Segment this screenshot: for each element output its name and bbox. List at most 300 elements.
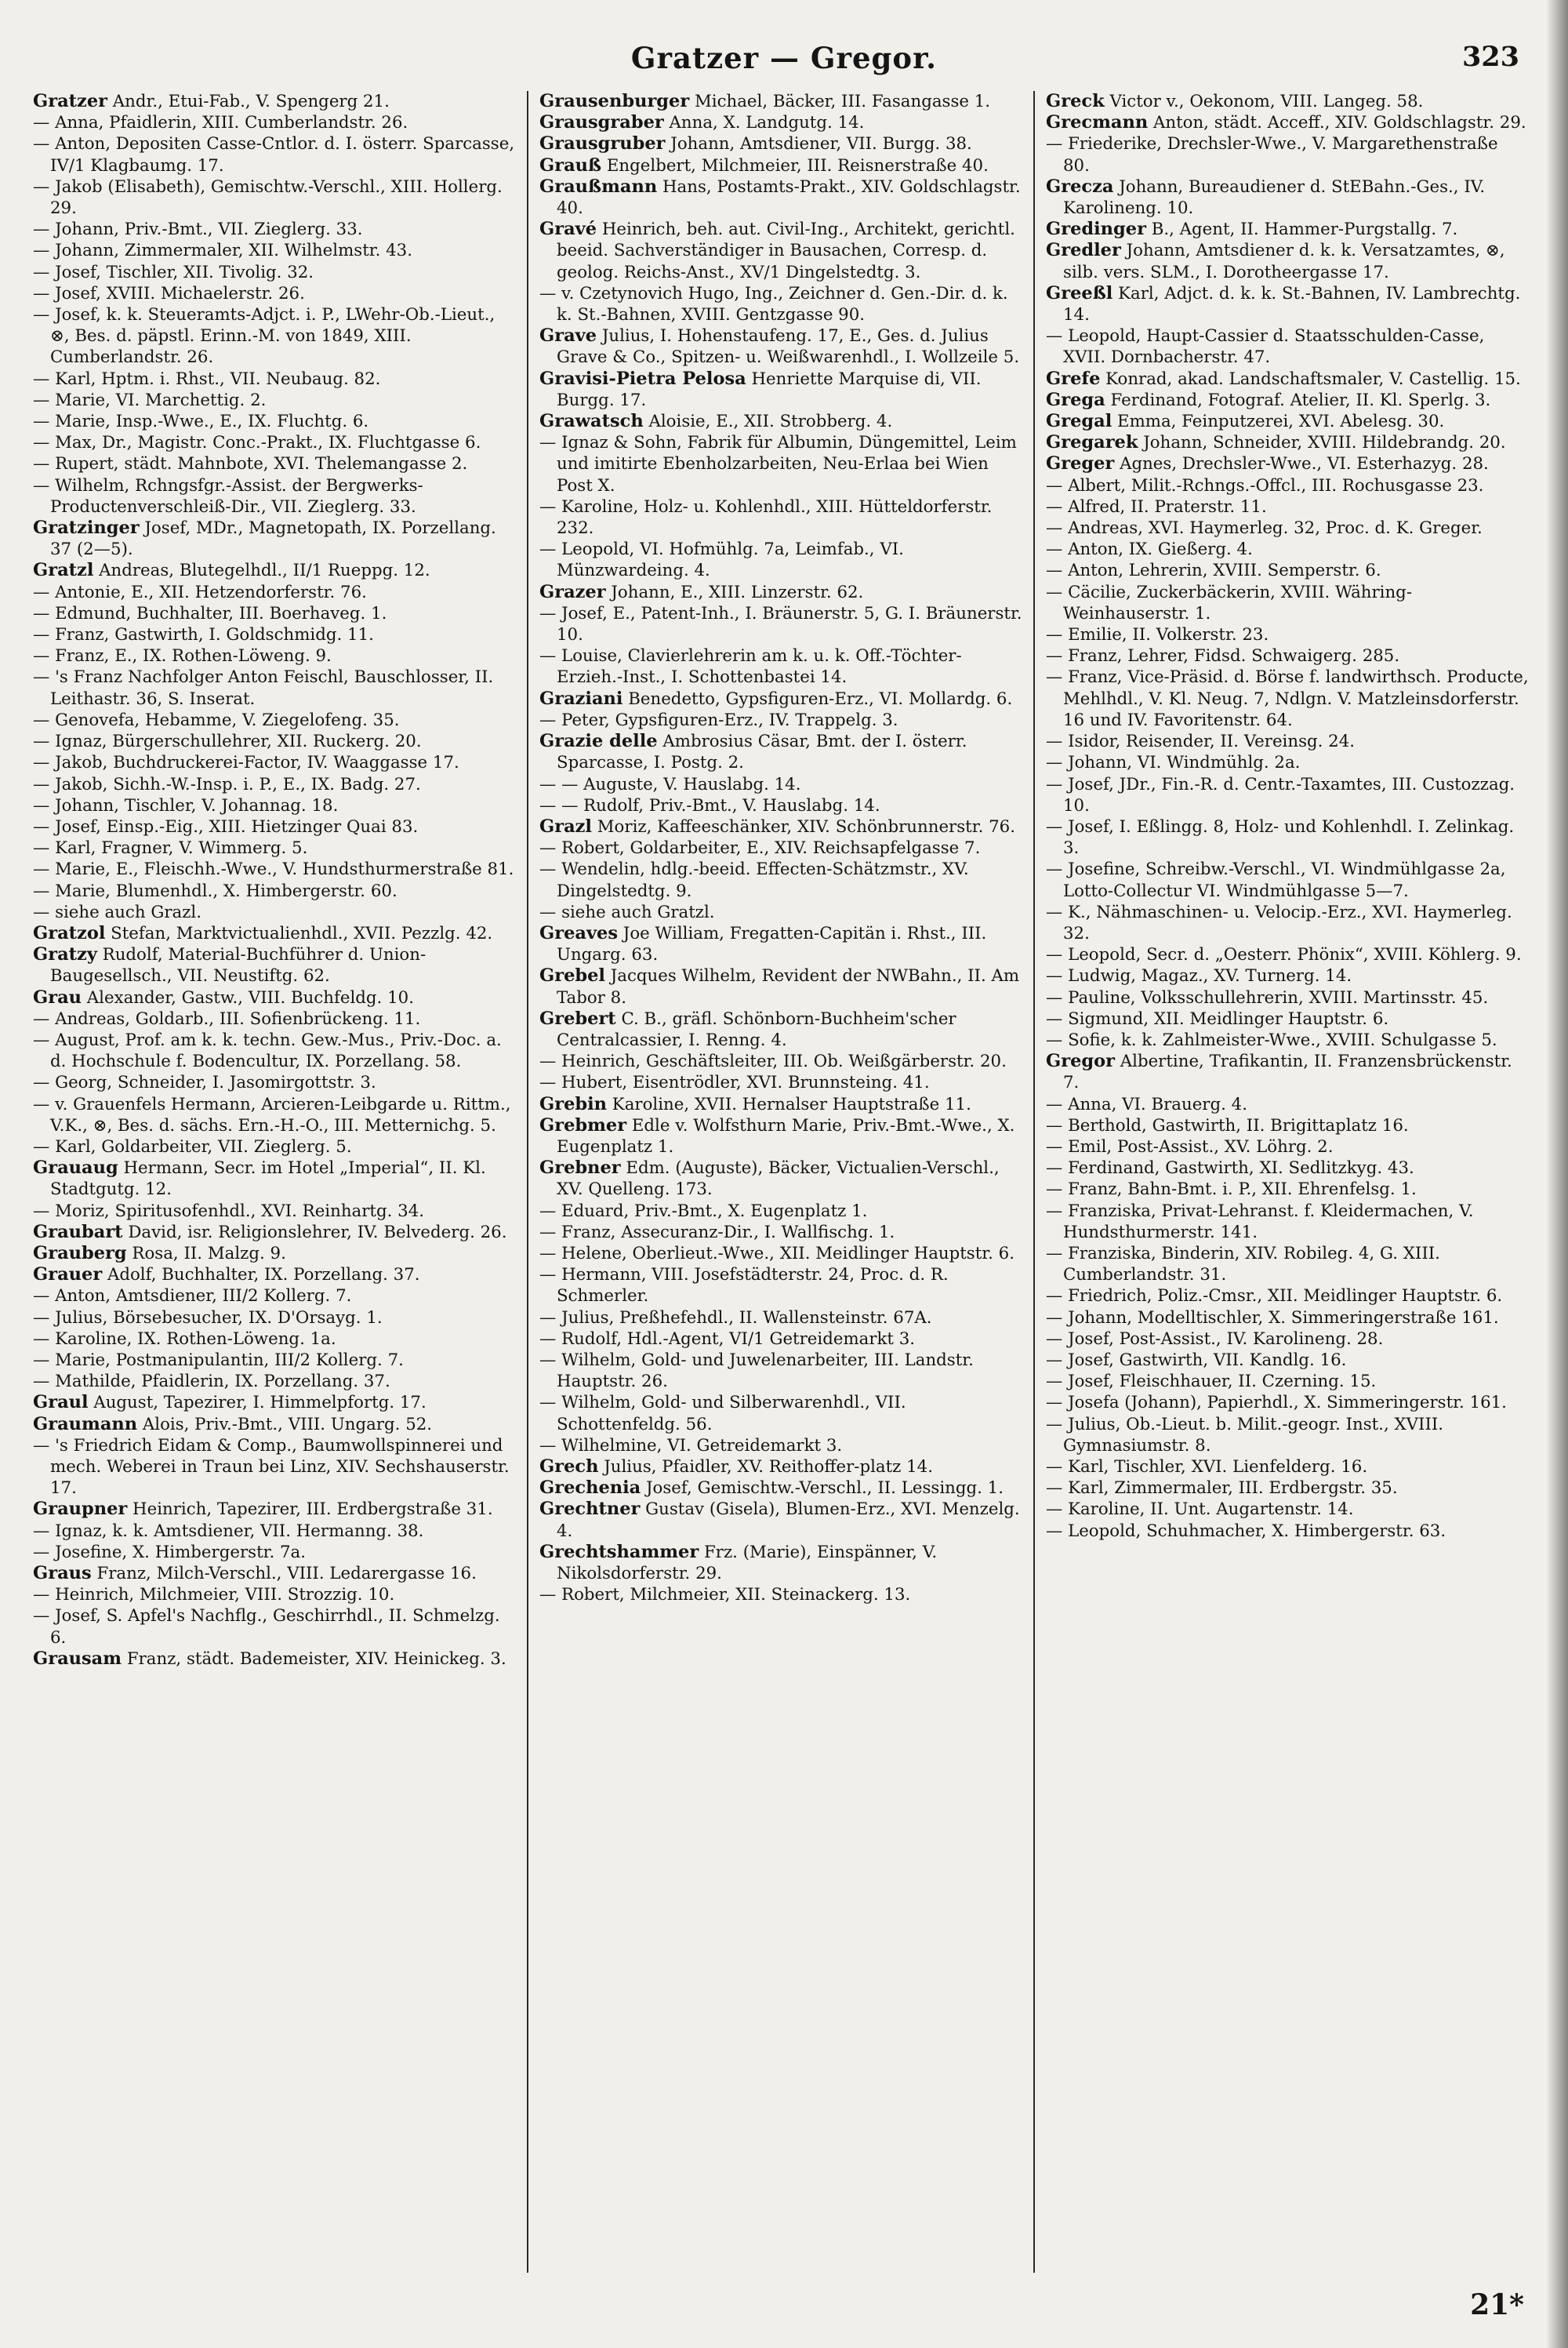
directory-entry bbox=[33, 1158, 516, 1200]
entry-text: — Anton, Amtsdiener, III/2 Kollerg. 7. bbox=[33, 1286, 352, 1307]
directory-entry bbox=[33, 645, 516, 667]
directory-entry bbox=[539, 1542, 1022, 1584]
entry-text: Frz. (Marie), Einspänner, V. Nikolsdorferstr. 29. bbox=[557, 1542, 938, 1584]
entry-surname: Greaves bbox=[539, 922, 619, 943]
directory-entry bbox=[33, 1499, 516, 1520]
directory-entry bbox=[539, 112, 1022, 133]
directory-entry bbox=[539, 1307, 1022, 1328]
entry-surname: Grechtner bbox=[539, 1499, 641, 1520]
entry-text: — Franziska, Binderin, XIV. Robileg. 4, G. XIII. Cumberlandstr. 31. bbox=[1046, 1243, 1440, 1285]
directory-entry bbox=[1046, 624, 1529, 645]
directory-entry bbox=[33, 518, 516, 560]
directory-entry bbox=[33, 838, 516, 859]
directory-entry bbox=[1046, 325, 1529, 368]
entry-text: — Moriz, Spiritusofenhdl., XVI. Reinhartg. 34. bbox=[33, 1201, 425, 1221]
directory-entry bbox=[1046, 774, 1529, 816]
directory-entry bbox=[539, 965, 1022, 1008]
entry-surname: Graubart bbox=[33, 1221, 123, 1242]
directory-entry bbox=[33, 944, 516, 987]
entry-text: — Helene, Oberlieut.-Wwe., XII. Meidlinger Hauptstr. 6. bbox=[539, 1243, 1014, 1263]
directory-entry bbox=[33, 774, 516, 795]
entry-text: Andr., Etui-Fab., V. Spengerg 21. bbox=[107, 92, 390, 111]
entry-text: — siehe auch Grazl. bbox=[33, 902, 202, 922]
entry-text: Albertine, Trafikantin, II. Franzensbrückenstr. 7. bbox=[1063, 1052, 1512, 1093]
directory-entry bbox=[33, 881, 516, 902]
directory-entry bbox=[33, 795, 516, 816]
entry-text: — Josef, Fleischhauer, II. Czerning. 15. bbox=[1046, 1372, 1377, 1392]
entry-text: — Josefa (Johann), Papierhdl., X. Simmeringerstr. 161. bbox=[1046, 1393, 1507, 1413]
entry-text: Ambrosius Cäsar, Bmt. der I. österr. Sparcasse, I. Postg. 2. bbox=[557, 732, 967, 773]
entry-text: Agnes, Drechsler-Wwe., VI. Esterhazyg. 28. bbox=[1114, 454, 1489, 474]
entry-text: — Peter, Gypsfiguren-Erz., IV. Trappelg. 3. bbox=[539, 710, 898, 730]
entry-text: B., Agent, II. Hammer-Purgstallg. 7. bbox=[1145, 220, 1458, 240]
entry-surname: Grauaug bbox=[33, 1158, 118, 1179]
entry-surname: Graul bbox=[33, 1392, 89, 1413]
directory-entry bbox=[33, 1414, 516, 1435]
directory-entry bbox=[1046, 390, 1529, 411]
entry-text: — Heinrich, Geschäftsleiter, III. Ob. Weißgärberstr. 20. bbox=[539, 1052, 1007, 1072]
entry-text: Alexander, Gastw., VIII. Buchfeldg. 10. bbox=[82, 987, 414, 1008]
directory-entry bbox=[539, 539, 1022, 581]
directory-entry bbox=[1046, 1392, 1529, 1413]
directory-entry bbox=[539, 91, 1022, 112]
directory-entry bbox=[539, 369, 1022, 411]
entry-text: — Karl, Fragner, V. Wimmerg. 5. bbox=[33, 838, 308, 859]
entry-text: — Pauline, Volksschullehrerin, XVIII. Martinsstr. 45. bbox=[1046, 987, 1489, 1008]
entry-text: Edle v. Wolfsthurn Marie, Priv.-Bmt.-Wwe., X. Eugenplatz 1. bbox=[557, 1115, 1015, 1157]
directory-entry bbox=[1046, 1094, 1529, 1115]
directory-entry bbox=[539, 1222, 1022, 1243]
entry-text: Michael, Bäcker, III. Fasangasse 1. bbox=[689, 92, 991, 111]
directory-entry bbox=[539, 603, 1022, 645]
directory-entry bbox=[539, 645, 1022, 688]
entry-text: Heinrich, beh. aut. Civil-Ing., Architekt, gerichtl. beeid. Sachverständiger in Bausachen, Corresp. d. geolog. Reichs-Anst., XV/1 Dingelstedtg. 3. bbox=[557, 220, 1015, 282]
entry-surname: Grebmer bbox=[539, 1114, 627, 1136]
entry-text: — Karoline, IX. Rothen-Löweng. 1a. bbox=[33, 1328, 336, 1349]
entry-text: — Franz, Gastwirth, I. Goldschmidg. 11. bbox=[33, 625, 374, 645]
entry-text: Anna, X. Landgutg. 14. bbox=[663, 113, 865, 133]
entry-surname: Graupner bbox=[33, 1499, 128, 1520]
directory-entry bbox=[1046, 1136, 1529, 1158]
entry-text: Julius, Pfaidler, XV. Reithoffer-platz 14. bbox=[598, 1457, 934, 1477]
entry-text: — Emilie, II. Volkerstr. 23. bbox=[1046, 625, 1269, 645]
entry-text: Rudolf, Material-Buchführer d. Union-Baugesellsch., VII. Neustiftg. 62. bbox=[50, 945, 426, 987]
entry-surname: Greeßl bbox=[1046, 282, 1113, 303]
directory-entry bbox=[539, 902, 1022, 923]
entry-text: Edm. (Auguste), Bäcker, Victualien-Verschl., XV. Quelleng. 173. bbox=[557, 1158, 1000, 1200]
entry-text: — Berthold, Gastwirth, II. Brigittaplatz 16. bbox=[1046, 1115, 1409, 1136]
directory-entry bbox=[539, 1584, 1022, 1605]
directory-entry bbox=[33, 1009, 516, 1030]
directory-entry bbox=[1046, 1371, 1529, 1392]
entry-text: — siehe auch Gratzl. bbox=[539, 902, 715, 922]
entry-text: — Karl, Zimmermaler, III. Erdbergstr. 35. bbox=[1046, 1478, 1398, 1499]
entry-text: — Anna, VI. Brauerg. 4. bbox=[1046, 1094, 1247, 1114]
directory-entry bbox=[33, 816, 516, 838]
entry-text: — Franz, Vice-Präsid. d. Börse f. landwirthsch. Producte, Mehlhdl., V. Kl. Neug. 7, Ndlgn. V. Matzleinsdorferstr. 16 und IV. Favoritenstr. 64. bbox=[1046, 667, 1529, 730]
directory-entry bbox=[1046, 1521, 1529, 1542]
entry-surname: Grech bbox=[539, 1456, 599, 1477]
directory-entry bbox=[33, 262, 516, 283]
directory-entry bbox=[33, 1201, 516, 1222]
entry-surname: Grecza bbox=[1046, 176, 1114, 197]
entry-text: — Karl, Tischler, XVI. Lienfelderg. 16. bbox=[1046, 1457, 1368, 1477]
column-right bbox=[1033, 91, 1540, 2273]
directory-entry bbox=[539, 1051, 1022, 1072]
entry-text: Karoline, XVII. Hernalser Hauptstraße 11. bbox=[607, 1094, 971, 1114]
entry-surname: Grausgruber bbox=[539, 133, 666, 154]
entry-text: Johann, Amtsdiener, VII. Burgg. 38. bbox=[665, 134, 972, 154]
entry-text: — Louise, Clavierlehrerin am k. u. k. Off.-Töchter-Erzieh.-Inst., I. Schottenbastei 14. bbox=[539, 646, 962, 688]
entry-text: — Wilhelm, Gold- und Juwelenarbeiter, III. Landstr. Hauptstr. 26. bbox=[539, 1350, 974, 1392]
directory-entry bbox=[539, 325, 1022, 368]
directory-entry bbox=[539, 1094, 1022, 1115]
entry-text: Joe William, Fregatten-Capitän i. Rhst., III. Ungarg. 63. bbox=[557, 923, 987, 965]
entry-text: — Josef, E., Patent-Inh., I. Bräunerstr. 5, G. I. Bräunerstr. 10. bbox=[539, 603, 1022, 645]
entry-text: — Leopold, Schuhmacher, X. Himbergerstr. 63. bbox=[1046, 1521, 1446, 1541]
directory-entry bbox=[33, 902, 516, 923]
directory-entry bbox=[1046, 1115, 1529, 1136]
entry-surname: Grausgraber bbox=[539, 112, 664, 133]
entry-surname: Grefe bbox=[1046, 368, 1101, 389]
directory-entry bbox=[33, 987, 516, 1009]
directory-entry bbox=[33, 1371, 516, 1392]
directory-entry bbox=[1046, 1051, 1529, 1093]
directory-entry bbox=[33, 1328, 516, 1350]
directory-entry bbox=[539, 859, 1022, 901]
directory-entry bbox=[1046, 1477, 1529, 1499]
entry-text: — Josef, Post-Assist., IV. Karolineng. 28. bbox=[1046, 1328, 1384, 1349]
directory-entry bbox=[33, 283, 516, 304]
entry-surname: Grawatsch bbox=[539, 411, 644, 432]
directory-entry bbox=[1046, 411, 1529, 432]
entry-surname: Grebin bbox=[539, 1093, 608, 1114]
entry-text: — Marie, Postmanipulantin, III/2 Kollerg. 7. bbox=[33, 1350, 404, 1370]
entry-text: — Josef, Gastwirth, VII. Kandlg. 16. bbox=[1046, 1350, 1347, 1370]
directory-entry bbox=[33, 475, 516, 518]
entry-text: — Isidor, Reisender, II. Vereinsg. 24. bbox=[1046, 732, 1356, 752]
directory-entry bbox=[1046, 283, 1529, 325]
directory-entry bbox=[539, 1009, 1022, 1051]
directory-entry bbox=[33, 1521, 516, 1542]
directory-entry bbox=[539, 816, 1022, 838]
entry-text: — Karl, Hptm. i. Rhst., VII. Neubaug. 82. bbox=[33, 369, 381, 389]
directory-entry bbox=[539, 432, 1022, 496]
entry-text: — Josef, Tischler, XII. Tivolig. 32. bbox=[33, 262, 314, 282]
entry-surname: Greger bbox=[1046, 453, 1115, 474]
directory-entry bbox=[33, 582, 516, 603]
directory-entry bbox=[539, 731, 1022, 773]
entry-text: Emma, Feinputzerei, XVI. Abelesg. 30. bbox=[1112, 412, 1445, 432]
directory-entry bbox=[539, 411, 1022, 432]
directory-entry bbox=[33, 1072, 516, 1093]
directory-entry bbox=[1046, 965, 1529, 987]
directory-entry bbox=[1046, 731, 1529, 752]
directory-entry bbox=[33, 710, 516, 731]
entry-text: — Julius, Ob.-Lieut. b. Milit.-geogr. Inst., XVIII. Gymnasiumstr. 8. bbox=[1046, 1414, 1444, 1456]
directory-entry bbox=[539, 176, 1022, 219]
entry-text: — Johann, Modelltischler, X. Simmeringerstraße 161. bbox=[1046, 1307, 1499, 1328]
directory-entry bbox=[33, 1285, 516, 1307]
entry-text: — Marie, VI. Marchettig. 2. bbox=[33, 390, 267, 410]
directory-entry bbox=[1046, 582, 1529, 624]
directory-entry bbox=[33, 560, 516, 581]
directory-entry bbox=[33, 1605, 516, 1648]
entry-text: — Friedrich, Poliz.-Cmsr., XII. Meidlinger Hauptstr. 6. bbox=[1046, 1286, 1503, 1307]
entry-text: — Karoline, II. Unt. Augartenstr. 14. bbox=[1046, 1499, 1354, 1520]
entry-text: Henriette Marquise di, VII. Burgg. 17. bbox=[557, 369, 982, 410]
entry-text: — Rupert, städt. Mahnbote, XVI. Thelemangasse 2. bbox=[33, 454, 468, 474]
entry-surname: Gregal bbox=[1046, 411, 1112, 432]
entry-text: Franz, städt. Bademeister, XIV. Heinickeg. 3. bbox=[122, 1648, 506, 1669]
entry-text: — Eduard, Priv.-Bmt., X. Eugenplatz 1. bbox=[539, 1201, 868, 1221]
directory-entry bbox=[1046, 432, 1529, 453]
entry-text: Jacques Wilhelm, Revident der NWBahn., II. Am Tabor 8. bbox=[557, 966, 1020, 1008]
entry-text: Hans, Postamts-Prakt., XIV. Goldschlagstr. 40. bbox=[557, 176, 1021, 219]
entry-text: — Ignaz, Bürgerschullehrer, XII. Ruckerg. 20. bbox=[33, 732, 422, 752]
entry-text: — Genovefa, Hebamme, V. Ziegelofeng. 35. bbox=[33, 710, 400, 730]
directory-entry bbox=[1046, 453, 1529, 474]
entry-text: — Franz, E., IX. Rothen-Löweng. 9. bbox=[33, 646, 332, 667]
directory-entry bbox=[33, 1136, 516, 1158]
entry-text: — Josef, k. k. Steueramts-Adjct. i. P., LWehr-Ob.-Lieut., ⊗, Bes. d. päpstl. Erinn.-M. von 1849, XIII. Cumberlandstr. 26. bbox=[33, 305, 495, 368]
directory-entry bbox=[1046, 1243, 1529, 1285]
entry-text: — Leopold, Secr. d. „Oesterr. Phönix“, XVIII. Köhlerg. 9. bbox=[1046, 945, 1522, 965]
entry-text: — Josef, S. Apfel's Nachflg., Geschirrhdl., II. Schmelzg. 6. bbox=[33, 1606, 500, 1648]
entry-text: — Josef, XVIII. Michaelerstr. 26. bbox=[33, 283, 305, 303]
entry-surname: Grauer bbox=[33, 1264, 103, 1285]
entry-text: Anton, städt. Acceff., XIV. Goldschlagstr. 29. bbox=[1148, 113, 1526, 133]
entry-text: Gustav (Gisela), Blumen-Erz., XVI. Menzelg. 4. bbox=[557, 1499, 1020, 1541]
directory-entry bbox=[539, 1328, 1022, 1350]
directory-entry bbox=[1046, 667, 1529, 731]
directory-entry bbox=[1046, 1307, 1529, 1328]
directory-entry bbox=[1046, 816, 1529, 859]
entry-text: — Josefine, X. Himbergerstr. 7a. bbox=[33, 1542, 307, 1562]
entry-text: — Edmund, Buchhalter, III. Boerhaveg. 1. bbox=[33, 603, 387, 623]
column-left bbox=[28, 91, 527, 2273]
directory-entry bbox=[33, 390, 516, 411]
entry-text: — Johann, Tischler, V. Johannag. 18. bbox=[33, 795, 339, 816]
directory-entry bbox=[1046, 1201, 1529, 1243]
directory-entry bbox=[33, 1584, 516, 1605]
entry-text: Andreas, Blutegelhdl., II/1 Rueppg. 12. bbox=[93, 561, 430, 581]
entry-text: — Karl, Goldarbeiter, VII. Zieglerg. 5. bbox=[33, 1136, 352, 1157]
entry-text: — K., Nähmaschinen- u. Velocip.-Erz., XVI. Haymerleg. 32. bbox=[1046, 902, 1512, 943]
entry-surname: Grechenia bbox=[539, 1477, 641, 1499]
entry-text: — Johann, Zimmermaler, XII. Wilhelmstr. 43. bbox=[33, 241, 413, 261]
entry-text: — Julius, Börsebesucher, IX. D'Orsayg. 1. bbox=[33, 1307, 383, 1328]
entry-text: — Georg, Schneider, I. Jasomirgottstr. 3. bbox=[33, 1073, 376, 1093]
directory-entry bbox=[539, 496, 1022, 539]
entry-text: Ferdinand, Fotograf. Atelier, II. Kl. Sperlg. 3. bbox=[1105, 390, 1491, 410]
entry-surname: Gredler bbox=[1046, 240, 1121, 261]
entry-text: — Andreas, XVI. Haymerleg. 32, Proc. d. K. Greger. bbox=[1046, 518, 1483, 539]
directory-entry bbox=[539, 1072, 1022, 1093]
directory-entry bbox=[33, 1030, 516, 1072]
entry-surname: Gratzy bbox=[33, 944, 97, 965]
directory-entry bbox=[33, 1392, 516, 1413]
directory-entry bbox=[33, 603, 516, 624]
entry-text: — Jakob, Sichh.-W.-Insp. i. P., E., IX. Badg. 27. bbox=[33, 774, 421, 794]
directory-entry bbox=[33, 923, 516, 944]
entry-text: Karl, Adjct. d. k. k. St.-Bahnen, IV. Lambrechtg. 14. bbox=[1063, 283, 1521, 325]
directory-entry bbox=[33, 411, 516, 432]
entry-surname: Greck bbox=[1046, 91, 1105, 111]
entry-text: Rosa, II. Malzg. 9. bbox=[126, 1243, 286, 1263]
entry-text: — Marie, E., Fleischh.-Wwe., V. Hundsthurmerstraße 81. bbox=[33, 860, 514, 880]
entry-text: Benedetto, Gypsfiguren-Erz., VI. Mollardg. 6. bbox=[622, 689, 1013, 709]
directory-entry bbox=[33, 624, 516, 645]
entry-text: Hermann, Secr. im Hotel „Imperial“, II. Kl. Stadtgutg. 12. bbox=[50, 1158, 486, 1200]
entry-text: — Andreas, Goldarb., III. Sofienbrückeng. 11. bbox=[33, 1009, 421, 1029]
page-number: 323 bbox=[1461, 41, 1519, 73]
entry-text: — Ferdinand, Gastwirth, XI. Sedlitzkyg. 43. bbox=[1046, 1158, 1414, 1179]
entry-text: C. B., gräfl. Schönborn-Buchheim'scher Centralcassier, I. Renng. 4. bbox=[557, 1009, 956, 1050]
directory-entry bbox=[33, 752, 516, 773]
directory-entry bbox=[539, 283, 1022, 325]
entry-surname: Grebert bbox=[539, 1008, 616, 1029]
directory-entry bbox=[33, 1435, 516, 1499]
entry-text: — Anna, Pfaidlerin, XIII. Cumberlandstr. 26. bbox=[33, 113, 408, 133]
directory-entry bbox=[33, 240, 516, 261]
directory-entry bbox=[33, 1350, 516, 1371]
directory-entry bbox=[33, 369, 516, 390]
entry-text: Franz, Milch-Verschl., VIII. Ledarergasse 16. bbox=[91, 1564, 477, 1584]
entry-text: — Wilhelm, Rchngsfgr.-Assist. der Bergwerks-Productenverschleiß-Dir., VII. Zieglerg. 33. bbox=[33, 475, 423, 517]
entry-text: — Josef, Einsp.-Eig., XIII. Hietzinger Quai 83. bbox=[33, 816, 419, 837]
directory-entry bbox=[33, 1563, 516, 1584]
entry-text: Heinrich, Tapezirer, III. Erdbergstraße 31. bbox=[127, 1499, 493, 1520]
entry-text: Josef, Gemischtw.-Verschl., II. Lessingg. 1. bbox=[641, 1478, 1004, 1499]
entry-text: — Wilhelm, Gold- und Silberwarenhdl., VII. Schottenfeldg. 56. bbox=[539, 1393, 906, 1434]
entry-surname: Grazer bbox=[539, 581, 606, 602]
entry-surname: Gratzer bbox=[33, 91, 107, 111]
directory-entry bbox=[539, 1350, 1022, 1392]
directory-entry bbox=[539, 1392, 1022, 1434]
page-header bbox=[31, 41, 1537, 82]
entry-surname: Grebner bbox=[539, 1158, 621, 1179]
directory-entry bbox=[1046, 645, 1529, 667]
entry-text: — Hubert, Eisentrödler, XVI. Brunnsteing. 41. bbox=[539, 1073, 930, 1093]
directory-entry bbox=[539, 774, 1022, 795]
directory-entry bbox=[1046, 1499, 1529, 1520]
entry-surname: Grazl bbox=[539, 816, 592, 837]
directory-entry bbox=[33, 432, 516, 453]
directory-entry bbox=[33, 219, 516, 240]
entry-surname: Gratzl bbox=[33, 560, 94, 581]
directory-entry bbox=[539, 1264, 1022, 1307]
entry-surname: Gregor bbox=[1046, 1051, 1115, 1072]
directory-entry bbox=[1046, 1328, 1529, 1350]
entry-text: — — Auguste, V. Hauslabg. 14. bbox=[539, 774, 801, 794]
entry-surname: Grechtshammer bbox=[539, 1541, 699, 1562]
entry-text: — Josefine, Schreibw.-Verschl., VI. Windmühlgasse 2a, Lotto-Collectur VI. Windmühlgasse 5—7. bbox=[1046, 860, 1506, 901]
entry-surname: Graziani bbox=[539, 688, 623, 709]
entry-text: Aloisie, E., XII. Strobberg. 4. bbox=[643, 412, 893, 432]
directory-entry bbox=[539, 1499, 1022, 1541]
entry-text: — Wilhelmine, VI. Getreidemarkt 3. bbox=[539, 1435, 843, 1456]
entry-surname: Grega bbox=[1046, 389, 1105, 410]
directory-entry bbox=[539, 219, 1022, 283]
directory-entry bbox=[1046, 1030, 1529, 1051]
directory-entry bbox=[1046, 1158, 1529, 1179]
entry-text: — Leopold, VI. Hofmühlg. 7a, Leimfab., VI. Münzwardeing. 4. bbox=[539, 540, 904, 581]
directory-entry bbox=[1046, 1350, 1529, 1371]
entry-text: — Anton, Depositen Casse-Cntlor. d. I. österr. Sparcasse, IV/1 Klagbaumg. 17. bbox=[33, 134, 515, 176]
entry-surname: Grausenburger bbox=[539, 91, 690, 111]
directory-entry bbox=[539, 838, 1022, 859]
entry-text: — Karoline, Holz- u. Kohlenhdl., XIII. Hütteldorferstr. 232. bbox=[539, 496, 993, 539]
entry-text: — Wendelin, hdlg.-beeid. Effecten-Schätzmstr., XV. Dingelstedtg. 9. bbox=[539, 860, 969, 901]
directory-entry bbox=[539, 710, 1022, 731]
entry-text: — Ludwig, Magaz., XV. Turnerg. 14. bbox=[1046, 966, 1352, 987]
entry-surname: Grau bbox=[33, 987, 82, 1008]
entry-text: — — Rudolf, Priv.-Bmt., V. Hauslabg. 14. bbox=[539, 795, 880, 816]
directory-entry bbox=[1046, 944, 1529, 965]
entry-surname: Grebel bbox=[539, 965, 605, 987]
directory-entry bbox=[33, 1648, 516, 1670]
directory-entry bbox=[539, 1435, 1022, 1456]
entry-surname: Graumann bbox=[33, 1413, 138, 1434]
directory-entry bbox=[33, 667, 516, 709]
entry-text: — Anton, IX. Gießerg. 4. bbox=[1046, 540, 1253, 560]
entry-surname: Grauß bbox=[539, 154, 602, 176]
entry-text: — Mathilde, Pfaidlerin, IX. Porzellang. 37. bbox=[33, 1372, 390, 1392]
directory-entry bbox=[33, 176, 516, 219]
entry-text: — v. Grauenfels Hermann, Arcieren-Leibgarde u. Rittm., V.K., ⊗, Bes. d. sächs. Ern.-H.-O., III. Metternichg. 5. bbox=[33, 1094, 511, 1136]
entry-text: — Hermann, VIII. Josefstädterstr. 24, Proc. d. R. Schmerler. bbox=[539, 1265, 949, 1307]
directory-entry bbox=[1046, 133, 1529, 176]
entry-text: — Marie, Blumenhdl., X. Himbergerstr. 60. bbox=[33, 881, 397, 901]
directory-entry bbox=[1046, 369, 1529, 390]
directory-entry bbox=[539, 1243, 1022, 1264]
entry-surname: Grausam bbox=[33, 1648, 122, 1669]
entry-text: August, Tapezirer, I. Himmelpfortg. 17. bbox=[88, 1393, 426, 1413]
directory-entry bbox=[1046, 176, 1529, 219]
entry-text: — Max, Dr., Magistr. Conc.-Prakt., IX. Fluchtgasse 6. bbox=[33, 433, 481, 453]
entry-text: — Alfred, II. Praterstr. 11. bbox=[1046, 496, 1267, 517]
directory-entry bbox=[33, 731, 516, 752]
entry-text: — Jakob (Elisabeth), Gemischtw.-Verschl., XIII. Hollerg. 29. bbox=[33, 176, 503, 219]
directory-entry bbox=[1046, 496, 1529, 518]
entry-text: Julius, I. Hohenstaufeng. 17, E., Ges. d. Julius Grave & Co., Spitzen- u. Weißwarenhdl., I. Wollzeile 5. bbox=[557, 326, 1020, 368]
entry-text: — Josef, I. Eßlingg. 8, Holz- und Kohlenhdl. I. Zelinkag. 3. bbox=[1046, 816, 1515, 859]
directory-entry bbox=[1046, 560, 1529, 581]
entry-text: — Albert, Milit.-Rchngs.-Offcl., III. Rochusgasse 23. bbox=[1046, 475, 1484, 496]
entry-text: Adolf, Buchhalter, IX. Porzellang. 37. bbox=[102, 1265, 420, 1285]
directory-entry bbox=[1046, 1179, 1529, 1200]
entry-text: Josef, MDr., Magnetopath, IX. Porzellang. 37 (2—5). bbox=[50, 518, 496, 560]
entry-text: — Franz, Bahn-Bmt. i. P., XII. Ehrenfelsg. 1. bbox=[1046, 1179, 1417, 1200]
directory-entry bbox=[539, 795, 1022, 816]
directory-entry bbox=[539, 689, 1022, 710]
directory-entry bbox=[33, 1542, 516, 1563]
entry-text: Johann, E., XIII. Linzerstr. 62. bbox=[605, 582, 864, 602]
directory-entry bbox=[1046, 987, 1529, 1009]
directory-entry bbox=[539, 1201, 1022, 1222]
entry-text: Johann, Bureaudiener d. StEBahn.-Ges., IV. Karolineng. 10. bbox=[1063, 176, 1486, 219]
entry-text: — Josef, JDr., Fin.-R. d. Centr.-Taxamtes, III. Custozzag. 10. bbox=[1046, 774, 1515, 816]
directory-entry bbox=[1046, 752, 1529, 773]
directory-entry bbox=[539, 923, 1022, 965]
entry-text: — v. Czetynovich Hugo, Ing., Zeichner d. Gen.-Dir. d. k. k. St.-Bahnen, XVIII. Gentzgasse 90. bbox=[539, 283, 1008, 325]
entry-surname: Gredinger bbox=[1046, 219, 1146, 240]
entry-surname: Gregarek bbox=[1046, 432, 1138, 453]
entry-text: — Robert, Goldarbeiter, E., XIV. Reichsapfelgasse 7. bbox=[539, 838, 981, 859]
directory-entry bbox=[539, 1456, 1022, 1477]
entry-text: Moriz, Kaffeeschänker, XIV. Schönbrunnerstr. 76. bbox=[591, 816, 1015, 837]
